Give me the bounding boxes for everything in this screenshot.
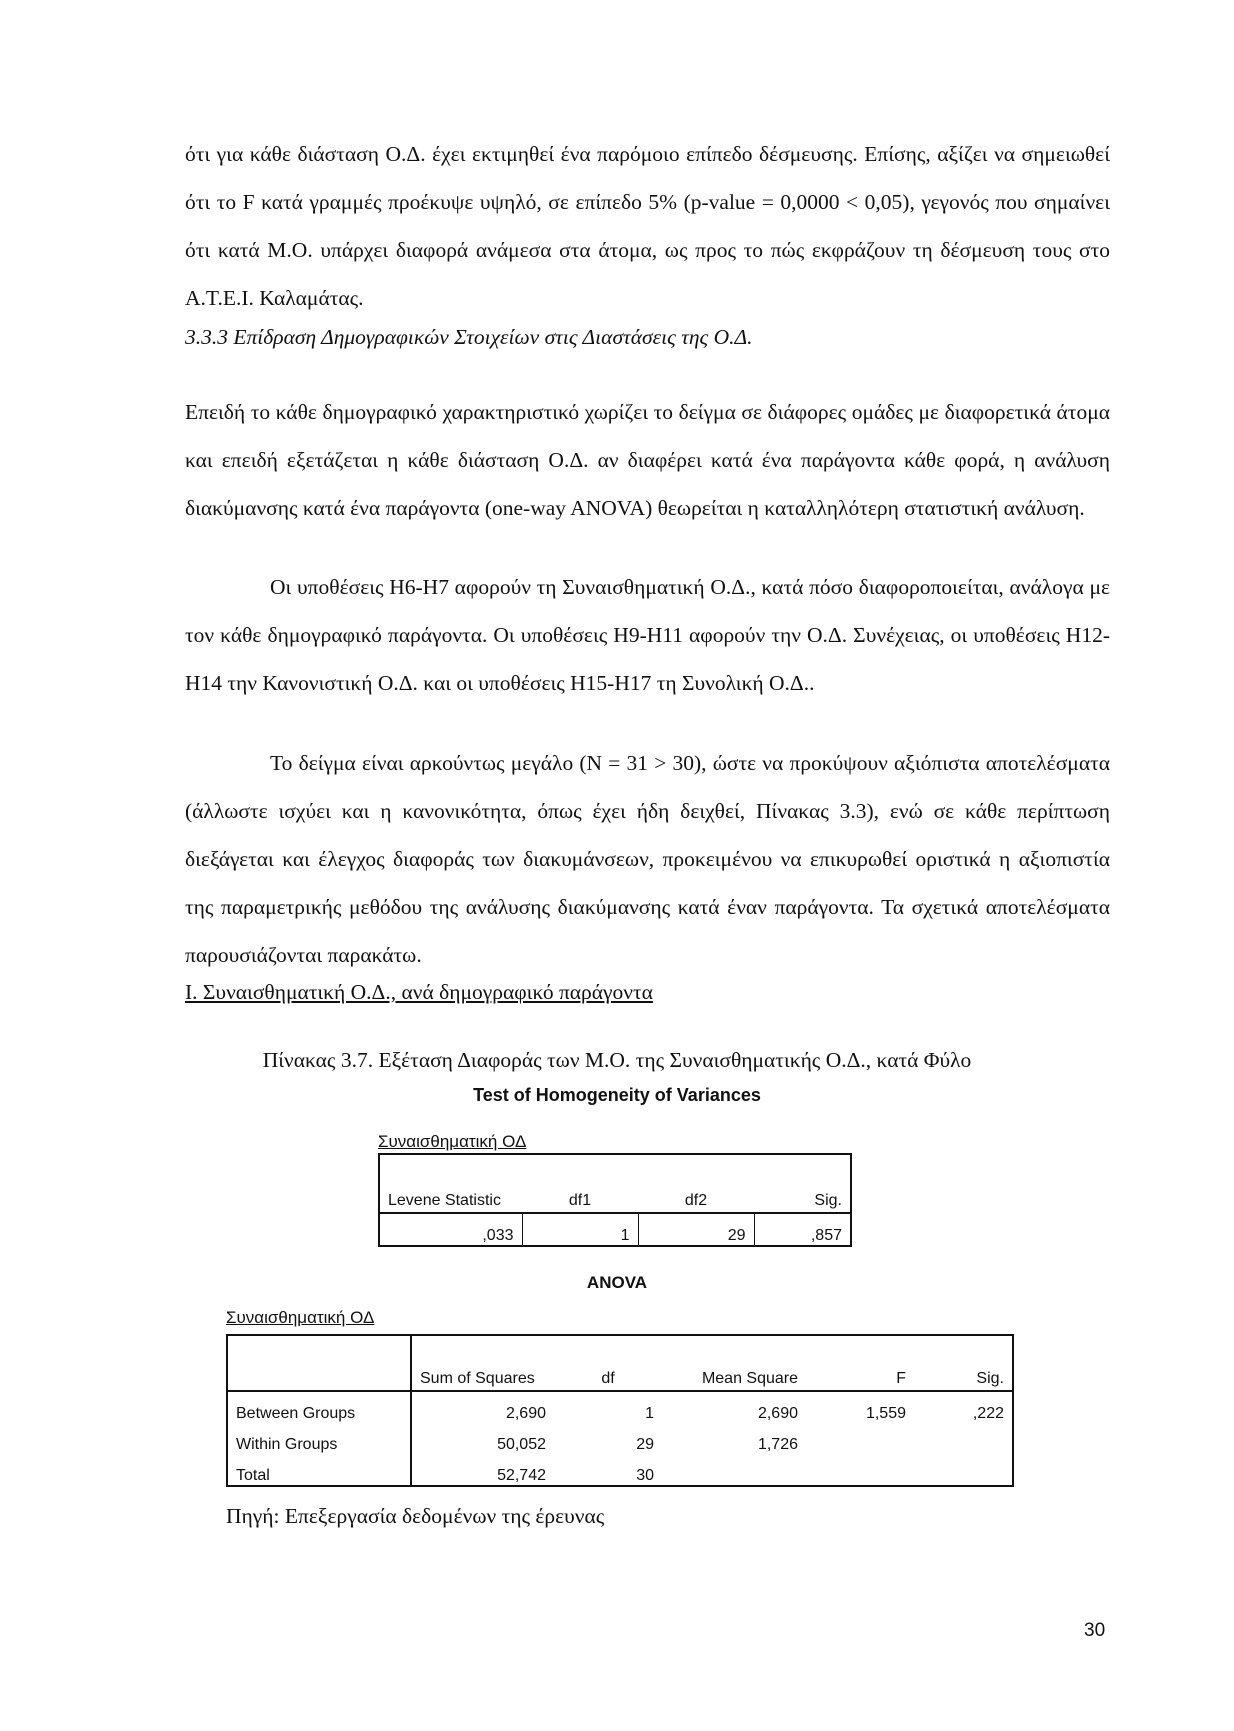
paragraph-2: Επειδή το κάθε δημογραφικό χαρακτηριστικό χωρίζει το δείγμα σε διάφορες ομάδες με διαφορετικά άτομα και επειδή εξετάζεται η κάθε διάσταση Ο.Δ. αν διαφέρει κατά ένα παράγοντα κάθε φορά, η ανάλυση διακύμανσης κατά ένα παράγοντα (one-way ANOVA) θεωρείται η καταλληλότερη στατιστική ανάλυση. [185, 400, 1110, 520]
anova-cell-f: 1,559 [865, 1405, 906, 1422]
section-title: Ι. Συναισθηματική Ο.Δ., ανά δημογραφικό παράγοντα [185, 980, 653, 1004]
anova-cell-df: 1 [645, 1405, 654, 1422]
anova-cell-df: 29 [636, 1436, 654, 1453]
anova-row-label: Total [227, 1454, 411, 1486]
anova-cell-sum-of-squares: 50,052 [497, 1436, 546, 1453]
anova-cell-mean-square: 1,726 [757, 1436, 798, 1453]
anova-cell-sig: ,222 [972, 1405, 1004, 1422]
anova-variable-label: Συναισθηματική ΟΔ [226, 1308, 375, 1327]
anova-row-label: Between Groups [227, 1391, 411, 1423]
anova-cell-mean-square [662, 1454, 806, 1486]
anova-header-row [227, 1335, 1013, 1391]
paragraph-4: Το δείγμα είναι αρκούντως μεγάλο (Ν = 31 > 30), ώστε να προκύψουν αξιόπιστα αποτελέσματα (άλλωστε ισχύει και η κανονικότητα, όπως έχει ήδη δειχθεί, Πίνακας 3.3), ενώ σε κάθε περίπτωση διεξάγεται και έλεγχος διαφοράς των διακυμάνσεων, προκειμένου να επικυρωθεί οριστικά η αξιοπιστία της παραμετρικής μεθόδου της ανάλυσης διακύμανσης κατά έναν παράγοντα. Τα σχετικά αποτελέσματα παρουσιάζονται παρακάτω. [185, 751, 1110, 967]
anova-table-title: ANOVA [586, 1273, 648, 1292]
levene-value-df2: 29 [638, 1213, 754, 1246]
table-source-note: Πηγή: Επεξεργασία δεδομένων της έρευνας [226, 1504, 605, 1528]
anova-cell-sum-of-squares: 2,690 [505, 1405, 546, 1422]
levene-header-row [379, 1154, 851, 1213]
anova-header-mean-square: Mean Square [662, 1335, 806, 1391]
anova-row-between-groups [227, 1391, 1013, 1423]
paragraph-1: ότι για κάθε διάσταση Ο.Δ. έχει εκτιμηθεί ένα παρόμοιο επίπεδο δέσμευσης. Επίσης, αξίζει να σημειωθεί ότι το F κατά γραμμές προέκυψε υψηλό, σε επίπεδο 5% (p-value = 0,0000 < 0,05), γεγονός που σημαίνει ότι κατά Μ.Ο. υπάρχει διαφορά ανάμεσα στα άτομα, ως προς το πώς εκφράζουν τη δέσμευση τους στο Α.Τ.Ε.Ι. Καλαμάτας. [185, 142, 1110, 310]
levene-header-df2: df2 [638, 1154, 754, 1213]
levene-value-row [379, 1213, 851, 1246]
anova-row-within-groups [227, 1423, 1013, 1454]
anova-header-df: df [554, 1335, 662, 1391]
anova-row-total [227, 1454, 1013, 1486]
levene-header-sig: Sig. [754, 1154, 851, 1213]
anova-table [226, 1334, 1014, 1487]
anova-cell-mean-square: 2,690 [757, 1405, 798, 1422]
anova-cell-sig [914, 1454, 1013, 1486]
anova-cell-f [806, 1454, 914, 1486]
levene-value-statistic: ,033 [482, 1227, 514, 1244]
anova-cell-f [806, 1423, 914, 1454]
levene-table [378, 1153, 852, 1247]
levene-value-df1: 1 [522, 1213, 638, 1246]
paragraph-3: Οι υποθέσεις Η6-Η7 αφορούν τη Συναισθηματική Ο.Δ., κατά πόσο διαφοροποιείται, ανάλογα με τον κάθε δημογραφικό παράγοντα. Οι υποθέσεις Η9-Η11 αφορούν την Ο.Δ. Συνέχειας, οι υποθέσεις Η12-Η14 την Κανονιστική Ο.Δ. και οι υποθέσεις Η15-Η17 τη Συνολική Ο.Δ.. [185, 575, 1110, 695]
levene-header-df1: df1 [522, 1154, 638, 1213]
levene-variable-label: Συναισθηματική ΟΔ [378, 1132, 527, 1151]
levene-table-title: Test of Homogeneity of Variances [473, 1085, 761, 1105]
anova-header-sum-of-squares: Sum of Squares [411, 1335, 554, 1391]
anova-cell-sig [914, 1423, 1013, 1454]
anova-header-sig: Sig. [914, 1335, 1013, 1391]
anova-header-f: F [806, 1335, 914, 1391]
levene-value-sig: ,857 [754, 1213, 851, 1246]
levene-header-statistic: Levene Statistic [379, 1154, 522, 1213]
subsection-heading: 3.3.3 Επίδραση Δημογραφικών Στοιχείων στις Διαστάσεις της Ο.Δ. [185, 325, 753, 349]
page-number: 30 [1084, 1620, 1106, 1641]
anova-header-blank [227, 1335, 411, 1391]
table-caption: Πίνακας 3.7. Εξέταση Διαφοράς των Μ.Ο. της Συναισθηματικής Ο.Δ., κατά Φύλο [262, 1048, 972, 1072]
anova-cell-sum-of-squares: 52,742 [497, 1467, 546, 1484]
anova-cell-df: 30 [636, 1467, 654, 1484]
anova-row-label: Within Groups [227, 1423, 411, 1454]
